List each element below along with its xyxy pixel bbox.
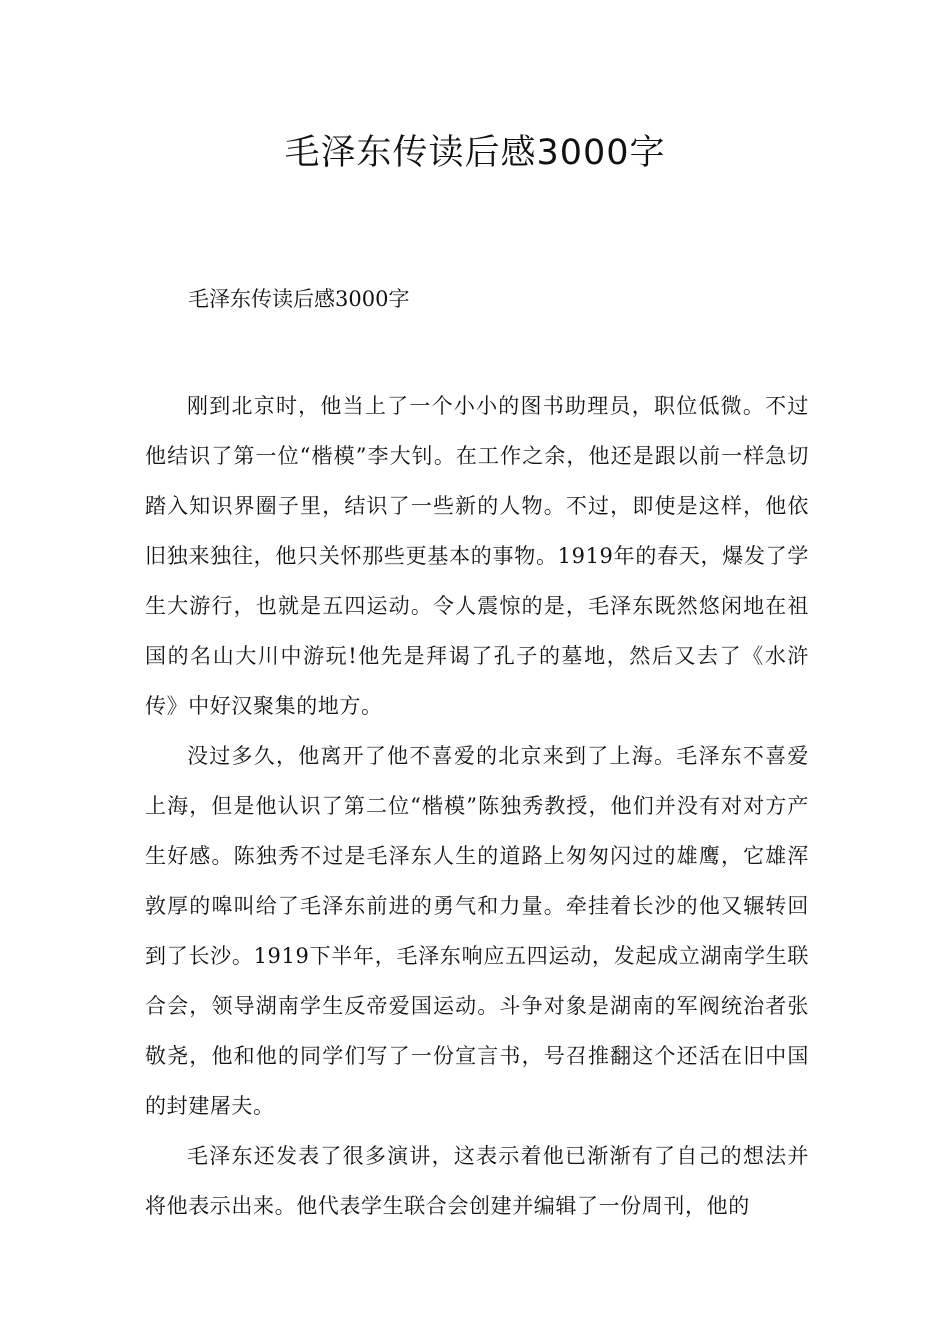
paragraph-2: 没过多久，他离开了他不喜爱的北京来到了上海。毛泽东不喜爱上海，但是他认识了第二位“楷模”陈独秀教授，他们并没有对对方产生好感。陈独秀不过是毛泽东人生的道路上匆匆闪过的雄鹰，它雄浑敦厚的嗥叫给了毛泽东前进的勇气和力量。牵挂着长沙的他又辗转回到了长沙。1919下半年，毛泽东响应五四运动，发起成立湖南学生联合会，领导湖南学生反帝爱国运动。斗争对象是湖南的军阀统治者张敬尧，他和他的同学们写了一份宣言书，号召推翻这个还活在旧中国的封建屠夫。 [145,744,809,1118]
paragraph-1: 刚到北京时，他当上了一个小小的图书助理员，职位低微。不过他结识了第一位“楷模”李大钊。在工作之余，他还是跟以前一样急切踏入知识界圈子里，结识了一些新的人物。不过，即使是这样，他依旧独来独往，他只关怀那些更基本的事物。1919年的春天，爆发了学生大游行，也就是五四运动。令人震惊的是，毛泽东既然悠闲地在祖国的名山大川中游玩!他先是拜谒了孔子的墓地，然后又去了《水浒传》中好汉聚集的地方。 [145,394,809,718]
document-title: 毛泽东传读后感3000字 [284,133,666,173]
paragraph-3: 毛泽东还发表了很多演讲，这表示着他已渐渐有了自己的想法并将他表示出来。他代表学生联合会创建并编辑了一份周刊，他的 [145,1144,809,1218]
document-body [145,381,809,1231]
document-subtitle: 毛泽东传读后感3000字 [188,287,410,311]
